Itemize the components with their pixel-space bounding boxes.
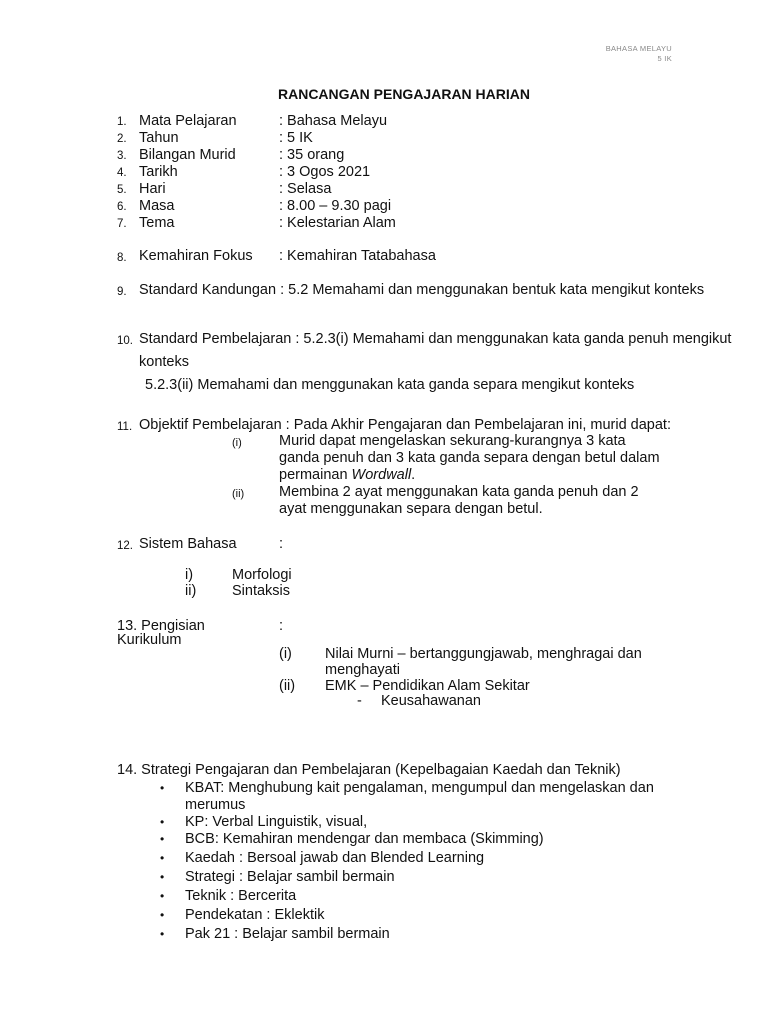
info-value: : 3 Ogos 2021 <box>279 164 371 180</box>
objektif-intro: Objektif Pembelajaran : Pada Akhir Pengajaran dan Pembelajaran ini, murid dapat: <box>139 417 671 433</box>
standard-kandungan: Standard Kandungan : 5.2 Memahami dan menggunakan bentuk kata mengikut konteks <box>139 282 705 298</box>
info-label: Hari <box>139 181 166 197</box>
pengisian-line: Nilai Murni – bertanggungjawab, menghragai dan <box>325 646 642 662</box>
strategi-item: BCB: Kemahiran mendengar dan membaca (Skimming) <box>185 831 544 847</box>
objektif-marker: (ii) <box>232 488 245 500</box>
strategi-item: KP: Verbal Linguistik, visual, <box>185 814 368 830</box>
kemahiran-label: Kemahiran Fokus <box>139 248 253 264</box>
info-value: : Selasa <box>279 181 332 197</box>
info-num: 5. <box>117 184 127 196</box>
strategi-item: Teknik : Bercerita <box>185 888 297 904</box>
strategi-item: merumus <box>185 797 246 813</box>
bullet-icon: • <box>160 889 165 903</box>
info-label: Tarikh <box>139 164 178 180</box>
strategi-item: Strategi : Belajar sambil bermain <box>185 869 395 885</box>
info-value: : 35 orang <box>279 147 345 163</box>
info-num: 4. <box>117 167 127 179</box>
standard-pembelajaran-line: Standard Pembelajaran : 5.2.3(i) Memahami dan menggunakan kata ganda penuh mengikut <box>139 331 732 347</box>
sistem-marker: i) <box>185 567 194 583</box>
objektif-line: ayat menggunakan separa dengan betul. <box>279 501 543 517</box>
item-num: 12. <box>117 540 133 552</box>
item-num: 11. <box>117 421 133 433</box>
objektif-line: Membina 2 ayat menggunakan kata ganda penuh dan 2 <box>279 484 639 500</box>
kemahiran-value: : Kemahiran Tatabahasa <box>279 248 436 264</box>
header-class: 5 IK <box>657 54 672 63</box>
wordwall-text: Wordwall <box>351 467 412 483</box>
info-num: 7. <box>117 218 127 230</box>
bullet-icon: • <box>160 851 165 865</box>
pengisian-sub-text: Keusahawanan <box>381 693 481 709</box>
bullet-icon: • <box>160 908 165 922</box>
objektif-marker: (i) <box>232 437 242 449</box>
strategi-item: KBAT: Menghubung kait pengalaman, mengumpul dan mengelaskan dan <box>185 780 654 796</box>
info-label: Mata Pelajaran <box>139 113 237 129</box>
item-num: 9. <box>117 286 127 298</box>
strategi-item: Pendekatan : Eklektik <box>185 907 325 923</box>
bullet-icon: • <box>160 781 165 795</box>
pengisian-label: 13. Pengisian <box>117 618 205 634</box>
page-title: RANCANGAN PENGAJARAN HARIAN <box>277 86 530 102</box>
info-value: : 5 IK <box>279 130 313 146</box>
pengisian-line: menghayati <box>325 662 400 678</box>
pengisian-label: Kurikulum <box>117 632 182 648</box>
objektif-line: Murid dapat mengelaskan sekurang-kurangnya 3 kata <box>279 433 626 449</box>
standard-pembelajaran-line: konteks <box>139 354 189 370</box>
info-value: : Kelestarian Alam <box>279 215 396 231</box>
strategi-item: Kaedah : Bersoal jawab dan Blended Learning <box>185 850 485 866</box>
info-num: 2. <box>117 133 127 145</box>
strategi-title: 14. Strategi Pengajaran dan Pembelajaran (Kepelbagaian Kaedah dan Teknik) <box>117 762 621 778</box>
pengisian-line: EMK – Pendidikan Alam Sekitar <box>325 678 530 694</box>
header-subject: BAHASA MELAYU <box>605 44 672 53</box>
pengisian-marker: (i) <box>279 646 292 662</box>
objektif-line: ganda penuh dan 3 kata ganda separa dengan betul dalam <box>279 450 660 466</box>
info-num: 6. <box>117 201 127 213</box>
sistem-item: Sintaksis <box>232 583 291 599</box>
info-label: Tema <box>139 215 175 231</box>
info-num: 1. <box>117 116 127 128</box>
sistem-bahasa-colon: : <box>279 536 284 552</box>
info-num: 3. <box>117 150 127 162</box>
objektif-line: permainan Wordwall. <box>279 467 416 483</box>
pengisian-colon: : <box>279 618 284 634</box>
strategi-item: Pak 21 : Belajar sambil bermain <box>185 926 390 942</box>
sistem-marker: ii) <box>185 583 197 599</box>
sistem-bahasa-label: Sistem Bahasa <box>139 536 237 552</box>
info-label: Masa <box>139 198 175 214</box>
info-label: Tahun <box>139 130 179 146</box>
bullet-icon: • <box>160 870 165 884</box>
bullet-icon: • <box>160 927 165 941</box>
standard-pembelajaran-line: 5.2.3(ii) Memahami dan menggunakan kata ganda separa mengikut konteks <box>145 377 635 393</box>
sistem-item: Morfologi <box>232 567 292 583</box>
item-num: 8. <box>117 252 127 264</box>
pengisian-sub-marker: - <box>357 693 362 709</box>
page-header <box>606 44 672 64</box>
info-value: : Bahasa Melayu <box>279 113 388 129</box>
info-label: Bilangan Murid <box>139 147 236 163</box>
bullet-icon: • <box>160 832 165 846</box>
item-num: 10. <box>117 335 133 347</box>
bullet-icon: • <box>160 815 165 829</box>
pengisian-marker: (ii) <box>279 678 296 694</box>
info-value: : 8.00 – 9.30 pagi <box>279 198 392 214</box>
